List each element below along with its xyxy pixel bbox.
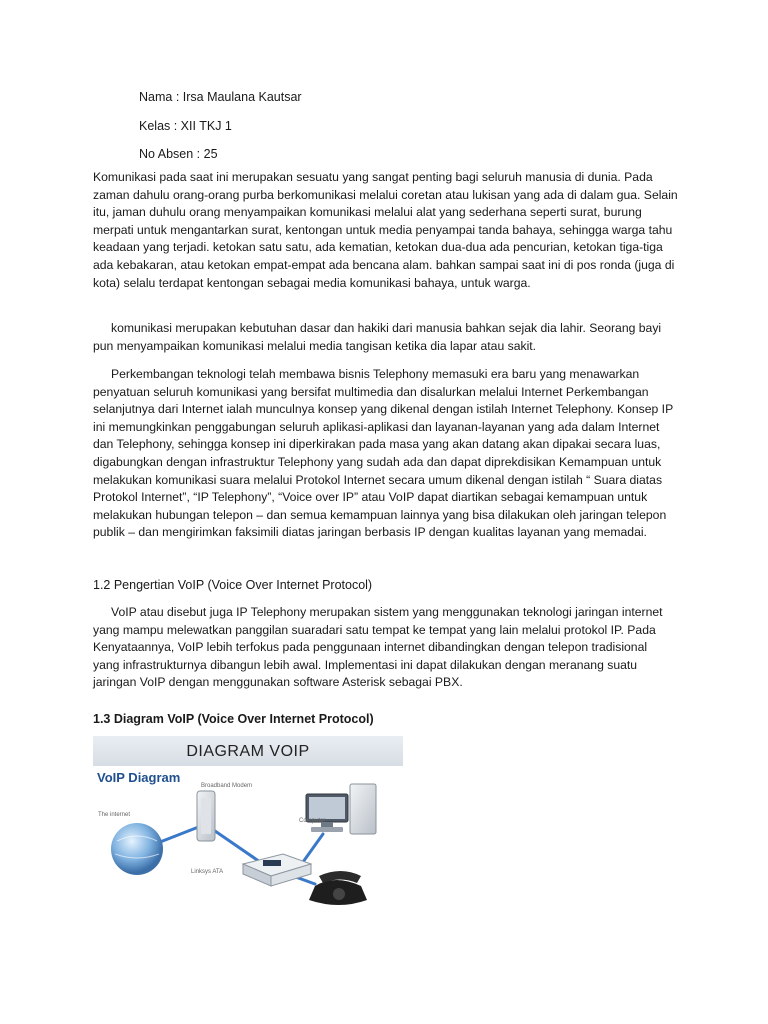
section-heading-1-2: 1.2 Pengertian VoIP (Voice Over Internet Protocol): [93, 578, 373, 592]
diagram-illustration: [93, 736, 403, 918]
label-computer: Computer: [299, 818, 326, 824]
paragraph-3: Perkembangan teknologi telah membawa bisnis Telephony memasuki era baru yang menawarkan penyatuan seluruh komunikasi yang bersifat multimedia dan disalurkan melalui Internet Perkembangan selanjutnya dari Internet ialah munculnya konsep yang dikenal dengan istilah Internet Telephony. Konsep IP ini memungkinkan penggabungan seluruh aplikasi-aplikasi dan layanan-layanan yang ada dalam Internet dan Telephony, sehingga konsep ini diperkirakan pada masa yang akan datang akan dipakai secara luas, digabungkan dengan infrastruktur Telephony yang sudah ada dan dapat diprekdisikan Kemampuan untuk melakukan komunikasi suara melalui Protokol Internet secara umum dikenal dengan istilah “ Suara diatas Protokol Internet”, “IP Telephony”, “Voice over IP” atau VoIP dapat diartikan sebagai kemampuan untuk melakukan hubungan telepon – dan semua kemampuan lainnya yang bisa dilakukan oleh jaringan telepon publik – dan mengirimkan faksimili diatas jaringan berbasis IP dengan kualitas layanan yang memadai.: [93, 367, 673, 540]
computer-icon: [306, 784, 376, 834]
diagram-subtitle: VoIP Diagram: [97, 770, 181, 785]
label-ata: Linksys ATA: [191, 869, 224, 875]
student-class: Kelas : XII TKJ 1: [139, 119, 232, 133]
student-name: Nama : Irsa Maulana Kautsar: [139, 90, 302, 104]
student-absen: No Absen : 25: [139, 147, 218, 161]
paragraph-4: VoIP atau disebut juga IP Telephony merupakan sistem yang menggunakan teknologi jaringan internet yang mampu melewatkan panggilan suaradari satu tempat ke tempat yang lain melalui protokol IP. Pada Kenyataannya, VoIP lebih terfokus pada penggunaan internet dibandingkan dengan telepon tradisional yang infrastrukturnya dibangun lebih awal. Implementasi ini dapat dilakukan dengan meranang suatu jaringan VoIP dengan menggunakan software Asterisk sebagai PBX.: [93, 605, 663, 690]
diagram-banner-title: DIAGRAM VOIP: [186, 743, 310, 760]
globe-icon: [111, 823, 163, 875]
label-internet: The internet: [98, 812, 131, 818]
modem-icon: [197, 791, 215, 841]
section-heading-1-3: 1.3 Diagram VoIP (Voice Over Internet Protocol): [93, 712, 374, 726]
paragraph-2: komunikasi merupakan kebutuhan dasar dan hakiki dari manusia bahkan sejak dia lahir. Seorang bayi pun menyampaikan komunikasi melalui media tangisan ketika dia lapar atau sakit.: [93, 321, 662, 353]
voip-diagram-image: [93, 736, 403, 918]
telephone-icon: [309, 871, 367, 905]
label-modem: Broadband Modem: [201, 783, 253, 789]
paragraph-1: Komunikasi pada saat ini merupakan sesuatu yang sangat penting bagi seluruh manusia di dunia. Pada zaman dahulu orang-orang purba berkomunikasi melalui coretan atau lukisan yang ada di dalam gua. Selain itu, jaman duhulu orang menyampaikan komunikasi melalui alat yang sederhana seperti surat, burung merpati untuk mengantarkan surat, kentongan untuk media penyampai tanda bahaya, sehingga warga tahu keadaan yang terjadi. ketokan satu satu, ada kematian, ketokan dua-dua ada pencurian, ketokan tiga-tiga ada kebakaran, atau ketokan empat-empat ada bencana alam. bahkan sampai saat ini di pos ronda (juga di kota) selalu terdapat kentongan sebagai media komunikasi bahaya, untuk warga.: [93, 170, 678, 290]
